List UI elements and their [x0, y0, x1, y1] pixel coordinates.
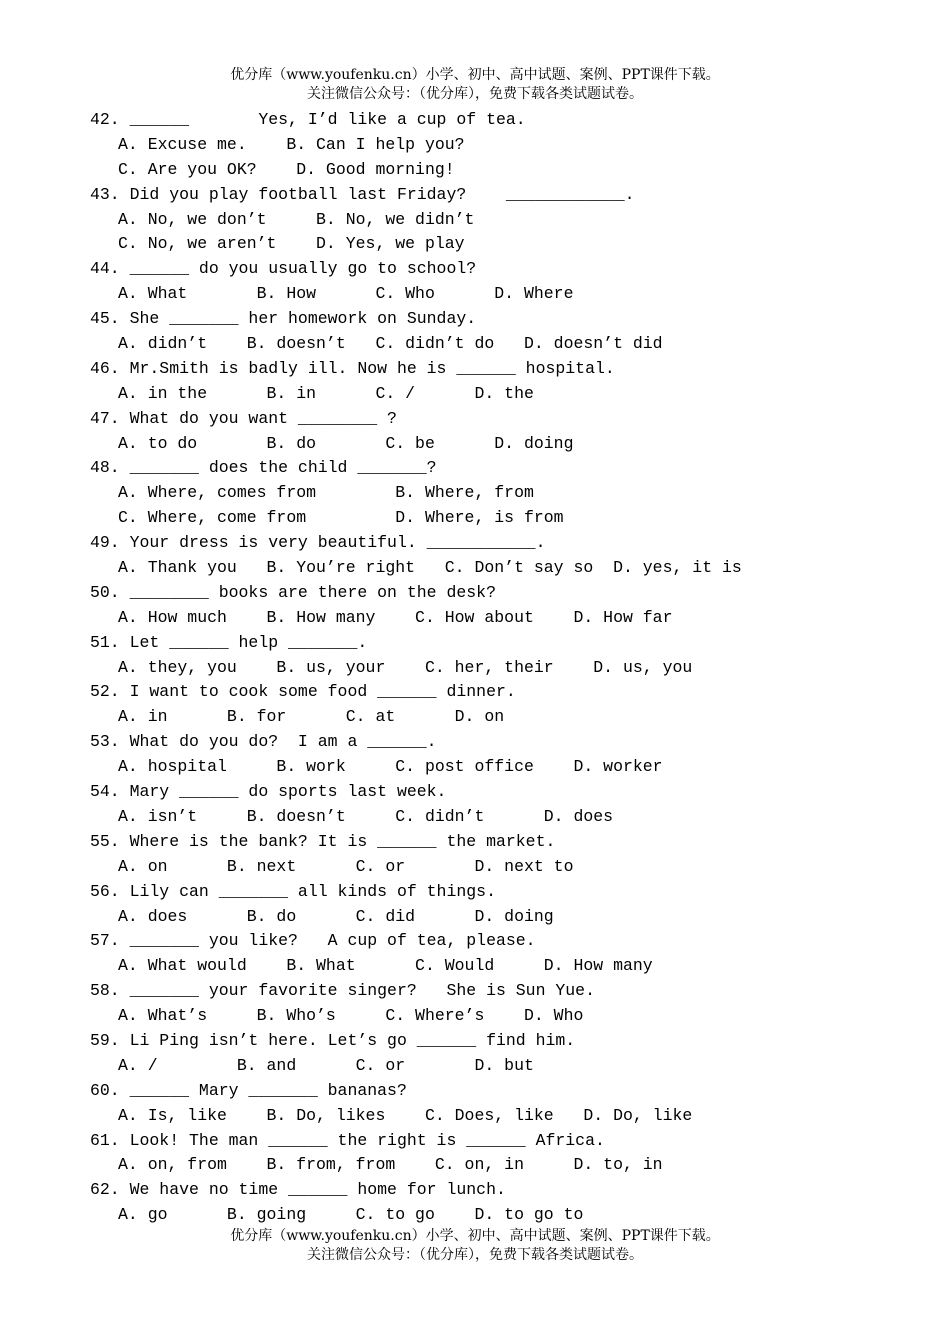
- footer-line-1: 优分库（www.youfenku.cn）小学、初中、高中试题、案例、PPT课件下载。: [230, 1228, 720, 1244]
- answer-options: A. on B. next C. or D. next to: [118, 856, 574, 876]
- answer-options: A. to do B. do C. be D. doing: [118, 433, 574, 453]
- question-stem: 42. ______ Yes, I’d like a cup of tea.: [90, 110, 526, 129]
- question-stem: 48. _______ does the child _______?: [90, 458, 437, 478]
- answer-options: A. in B. for C. at D. on: [118, 707, 505, 727]
- answer-options: C. Are you OK? D. Good morning!: [118, 159, 455, 179]
- answer-options: A. What B. How C. Who D. Where: [118, 284, 574, 304]
- answer-options: A. on, from B. from, from C. on, in D. to, in: [118, 1155, 663, 1175]
- answer-options: A. / B. and C. or D. but: [118, 1055, 534, 1075]
- question-stem: 62. We have no time ______ home for lunch.: [90, 1180, 506, 1200]
- answer-options: C. Where, come from D. Where, is from: [118, 508, 564, 528]
- answer-options: A. isn’t B. doesn’t C. didn’t D. does: [118, 806, 614, 826]
- question-stem: 57. _______ you like? A cup of tea, please.: [90, 931, 536, 951]
- page-header: [0, 66, 950, 104]
- answer-options: A. go B. going C. to go D. to go to: [118, 1205, 584, 1225]
- answer-options: A. Is, like B. Do, likes C. Does, like D. Do, like: [118, 1105, 693, 1125]
- question-stem: 59. Li Ping isn’t here. Let’s go ______ find him.: [90, 1030, 576, 1050]
- answer-options: A. in the B. in C. / D. the: [118, 383, 534, 403]
- answer-options: A. hospital B. work C. post office D. worker: [118, 757, 663, 777]
- question-stem: 49. Your dress is very beautiful. ___________.: [90, 533, 546, 553]
- question-stem: 45. She _______ her homework on Sunday.: [90, 309, 477, 329]
- answer-options: A. does B. do C. did D. doing: [118, 906, 554, 926]
- question-stem: 52. I want to cook some food ______ dinner.: [90, 682, 516, 702]
- question-stem: 47. What do you want ________ ?: [90, 408, 397, 428]
- header-line-1: 优分库（www.youfenku.cn）小学、初中、高中试题、案例、PPT课件下载。: [230, 67, 720, 83]
- answer-options: A. Where, comes from B. Where, from: [118, 483, 534, 503]
- question-stem: 55. Where is the bank? It is ______ the market.: [90, 831, 556, 851]
- header-line-2: 关注微信公众号：（优分库），免费下载各类试题试卷。: [307, 86, 643, 102]
- answer-options: A. No, we don’t B. No, we didn’t: [118, 209, 475, 229]
- answer-options: C. No, we aren’t D. Yes, we play: [118, 234, 465, 254]
- answer-options: A. What’s B. Who’s C. Where’s D. Who: [118, 1006, 584, 1026]
- question-stem: 58. _______ your favorite singer? She is Sun Yue.: [90, 981, 595, 1001]
- answer-options: A. Excuse me. B. Can I help you?: [118, 134, 465, 154]
- answer-options: A. Thank you B. You’re right C. Don’t say so D. yes, it is: [118, 558, 742, 578]
- question-stem: 44. ______ do you usually go to school?: [90, 259, 477, 279]
- question-stem: 46. Mr.Smith is badly ill. Now he is ______ hospital.: [90, 358, 615, 378]
- footer-line-2: 关注微信公众号：（优分库），免费下载各类试题试卷。: [307, 1247, 643, 1263]
- answer-options: A. didn’t B. doesn’t C. didn’t do D. doesn’t did: [118, 334, 663, 354]
- question-stem: 54. Mary ______ do sports last week.: [90, 782, 447, 802]
- answer-options: A. What would B. What C. Would D. How many: [118, 956, 653, 976]
- question-stem: 43. Did you play football last Friday? ____________.: [90, 184, 635, 204]
- page-footer: [0, 1227, 950, 1265]
- question-stem: 56. Lily can _______ all kinds of things.: [90, 881, 496, 901]
- question-stem: 61. Look! The man ______ the right is ______ Africa.: [90, 1130, 605, 1150]
- question-stem: 51. Let ______ help _______.: [90, 632, 368, 652]
- question-stem: 50. ________ books are there on the desk?: [90, 582, 496, 602]
- answer-options: A. How much B. How many C. How about D. How far: [118, 607, 673, 627]
- question-stem: 53. What do you do? I am a ______.: [90, 732, 437, 752]
- answer-options: A. they, you B. us, your C. her, their D. us, you: [118, 657, 693, 677]
- question-list: [90, 108, 910, 1228]
- question-stem: 60. ______ Mary _______ bananas?: [90, 1080, 407, 1100]
